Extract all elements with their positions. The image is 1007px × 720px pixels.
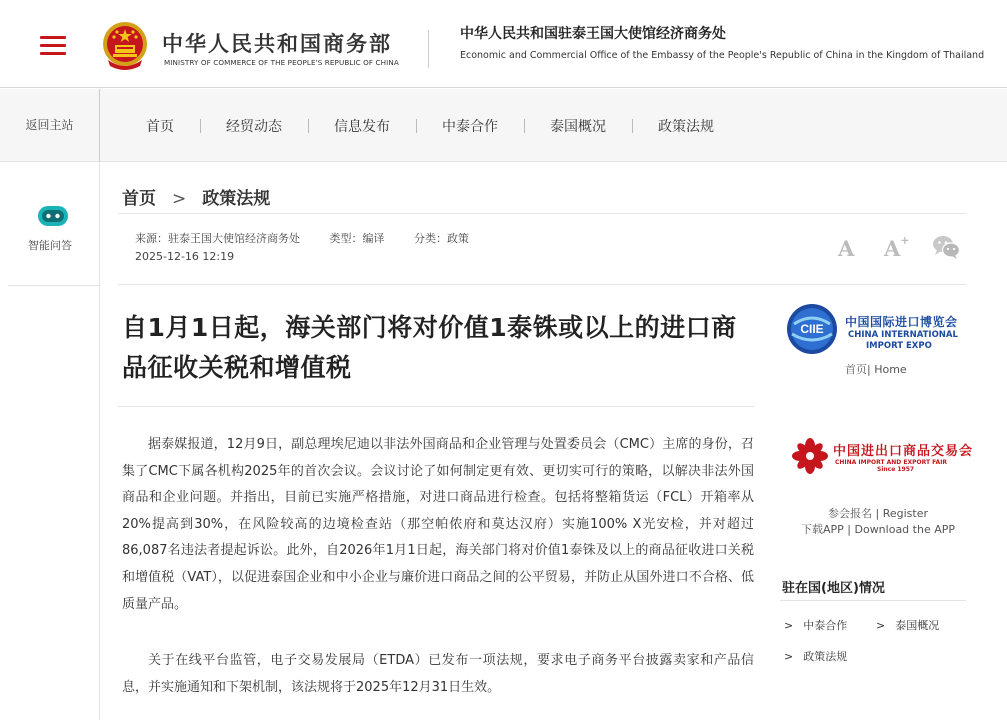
main-nav xyxy=(0,89,1007,162)
nav-item-trade-news[interactable]: 经贸动态 xyxy=(200,116,308,136)
breadcrumb xyxy=(122,184,270,209)
divider xyxy=(118,213,966,214)
breadcrumb-home[interactable]: 首页 xyxy=(122,189,156,209)
divider xyxy=(118,406,754,407)
canton-fair-name-cn[interactable]: 中国进出口商品交易会 xyxy=(833,444,974,459)
wechat-share-icon[interactable] xyxy=(932,234,960,260)
canton-register-link[interactable]: 参会报名 | Register xyxy=(828,507,928,520)
side-link-label: 泰国概况 xyxy=(895,619,940,632)
ciie-name-cn[interactable]: 中国国际进口博览会 xyxy=(845,315,958,329)
nav-item-thailand-overview[interactable]: 泰国概况 xyxy=(524,116,632,136)
national-emblem-icon xyxy=(100,20,150,72)
nav-items xyxy=(120,89,740,162)
breadcrumb-separator: > xyxy=(172,189,187,209)
meta-source: 来源：驻泰王国大使馆经济商务处 xyxy=(135,232,300,245)
article-paragraph: 关于在线平台监管，电子交易发展局（ETDA）已发布一项法规，要求电子商务平台披露卖家和产品信息，并实施通知和下架机制，该法规将于2025年12月31日生效。 xyxy=(122,653,754,695)
menu-icon[interactable] xyxy=(40,36,66,56)
divider xyxy=(118,284,966,285)
side-link-label: 中泰合作 xyxy=(803,619,848,632)
ciie-home-link[interactable]: 首页| Home xyxy=(845,363,907,376)
side-link-label: 政策法规 xyxy=(803,650,848,663)
canton-download-app-link[interactable]: 下载APP | Download the APP xyxy=(801,523,956,536)
nav-item-policies[interactable]: 政策法规 xyxy=(632,116,740,136)
font-small-glyph: A xyxy=(838,236,855,261)
return-home-link[interactable]: 返回主站 xyxy=(0,89,100,162)
meta-category: 分类：政策 xyxy=(414,232,469,245)
divider xyxy=(780,600,966,601)
office-name-en: Economic and Commercial Office of the Embassy of the People's Republic of China in the Kingdom of Thailand xyxy=(460,50,985,61)
ciie-logo-icon[interactable] xyxy=(784,302,840,356)
ciie-name-en-line2: IMPORT EXPO xyxy=(866,341,932,351)
nav-item-announcements[interactable]: 信息发布 xyxy=(308,116,416,136)
ministry-name-cn: 中华人民共和国商务部 xyxy=(162,32,392,56)
ministry-name-en: MINISTRY OF COMMERCE OF THE PEOPLE'S REPUBLIC OF CHINA xyxy=(164,58,399,67)
nav-item-china-thailand[interactable]: 中泰合作 xyxy=(416,116,524,136)
article-title: 自1月1日起，海关部门将对价值1泰铢或以上的进口商品征收关税和增值税 xyxy=(122,313,737,382)
side-link-policies[interactable] xyxy=(784,648,847,664)
assistant-label[interactable]: 智能问答 xyxy=(28,239,72,252)
chevron-right-icon: > xyxy=(876,619,886,632)
site-header xyxy=(0,0,1007,88)
font-decrease-button[interactable] xyxy=(838,236,854,261)
canton-fair-name-en: CHINA IMPORT AND EXPORT FAIR xyxy=(835,459,948,466)
font-increase-button[interactable] xyxy=(884,236,910,261)
nav-item-home[interactable]: 首页 xyxy=(146,118,174,135)
article-meta xyxy=(135,230,495,246)
meta-date: 2025-12-16 12:19 xyxy=(135,250,235,263)
canton-fair-logo-icon[interactable] xyxy=(792,438,828,474)
ciie-name-en-line1: CHINA INTERNATIONAL xyxy=(848,330,958,340)
rail-divider xyxy=(8,285,100,286)
side-link-china-thailand[interactable] xyxy=(784,617,847,633)
office-name-cn: 中华人民共和国驻泰王国大使馆经济商务处 xyxy=(460,26,726,42)
left-rail xyxy=(0,163,100,720)
meta-type: 类型：编译 xyxy=(329,232,385,245)
font-large-glyph: A xyxy=(884,236,901,261)
font-plus-glyph: + xyxy=(900,234,910,247)
side-link-thailand-overview[interactable] xyxy=(876,617,939,633)
article-paragraph: 据泰媒报道，12月9日，副总理埃尼迪以非法外国商品和企业管理与处置委员会（CMC）主席的身份，召集了CMC下属各机构2025年的首次会议。会议讨论了如何制定更有效、更切实可行的策略，以解决非法外国商品和企业问题。并指出，目前已实施严格措施，对进口商品进行检查。包括将整箱货运（FCL）开箱率从20%提高到30%，在风险较高的边境检查站（那空帕侬府和莫达汉府）实施100% X光安检，并对超过86,087名违法者提起诉讼。此外，自2026年1月1日起，海关部门将对价值1泰铢及以上的商品征收进口关税和增值税（VAT），以促进泰国企业和中小企业与廉价进口商品之间的公平贸易，并防止从国外进口不合格、低质量产品。 xyxy=(122,437,754,612)
breadcrumb-current[interactable]: 政策法规 xyxy=(202,189,271,209)
canton-fair-since: Since 1957 xyxy=(877,466,915,473)
header-divider xyxy=(428,30,429,68)
ciie-logo-text: CIIE xyxy=(800,322,824,336)
country-info-heading: 驻在国(地区)情况 xyxy=(782,581,885,596)
chevron-right-icon: > xyxy=(784,650,794,663)
chevron-right-icon: > xyxy=(784,619,794,632)
robot-assistant-icon[interactable] xyxy=(36,203,70,229)
